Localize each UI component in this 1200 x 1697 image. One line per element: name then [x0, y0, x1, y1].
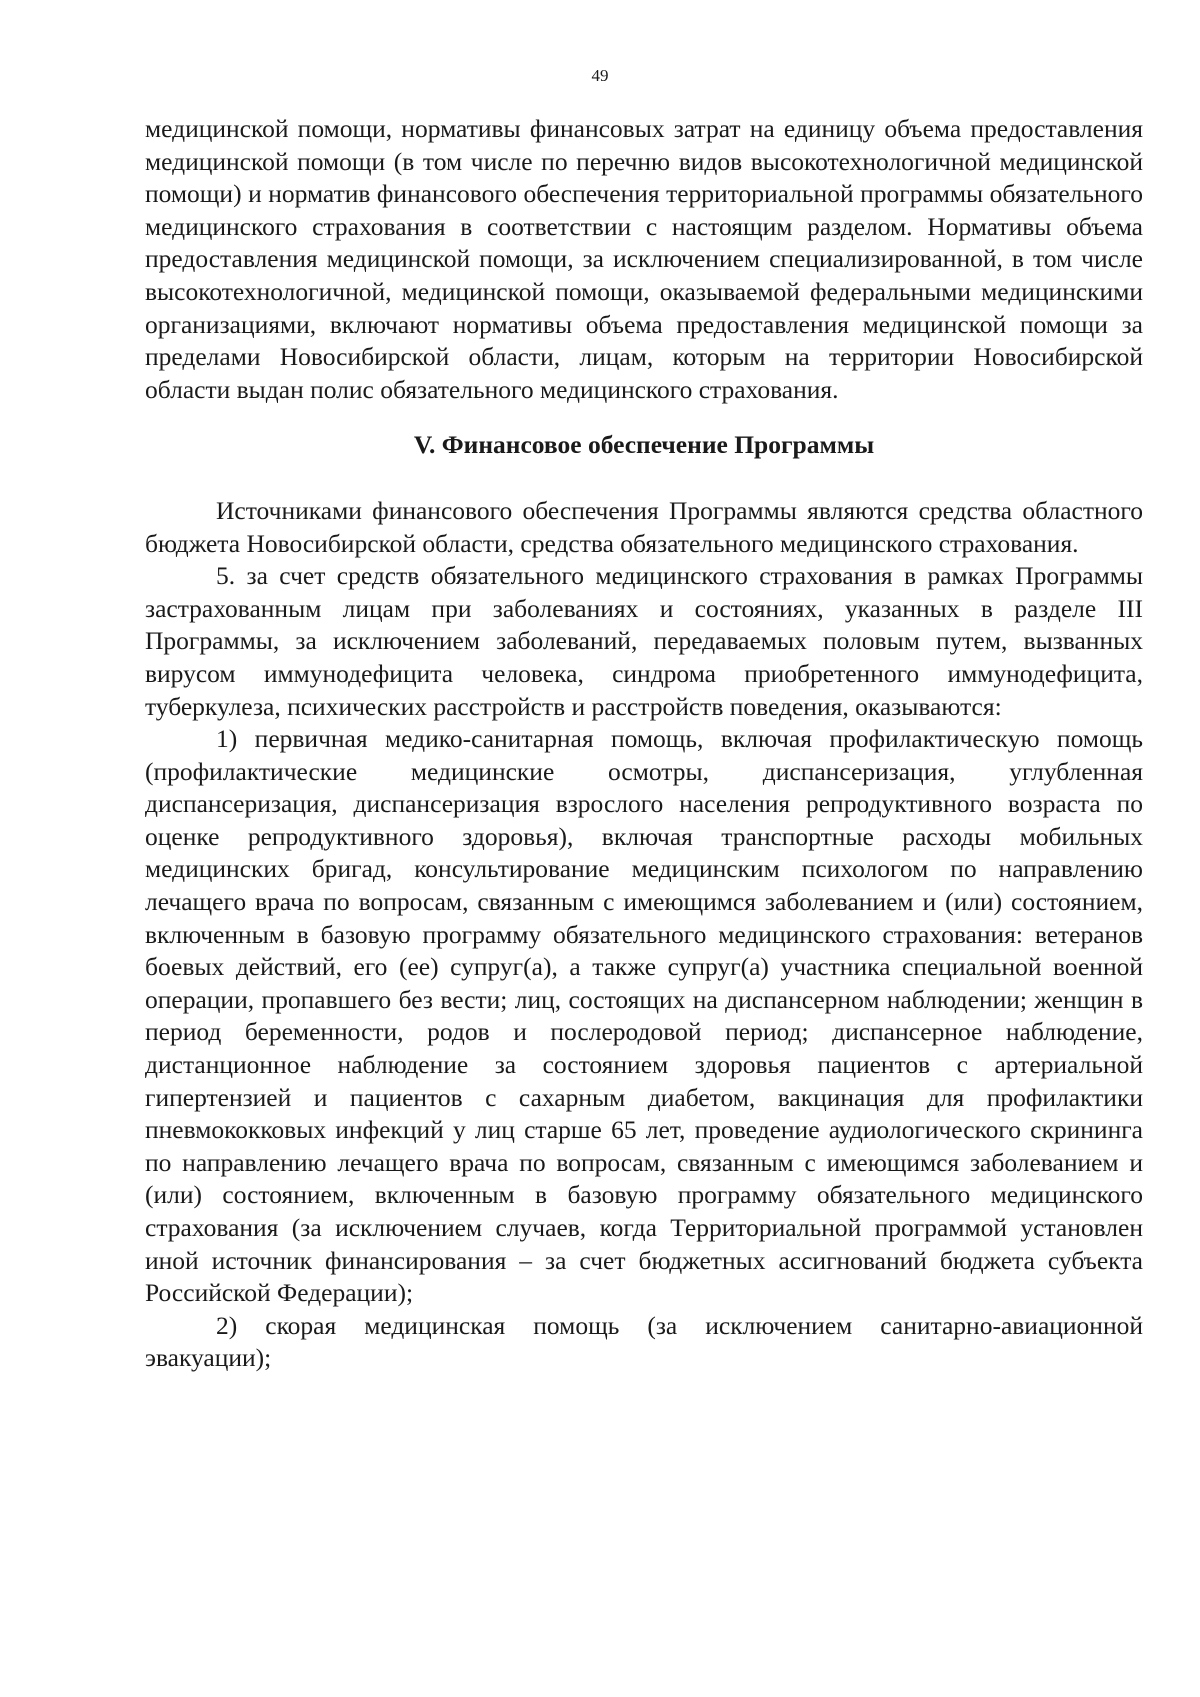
paragraph-funding-sources: Источниками финансового обеспечения Программы являются средства областного бюджета Новосибирской области, средства обязательного медицинского страхования. — [145, 495, 1143, 558]
document-body — [145, 113, 1143, 1375]
paragraph-continuation: медицинской помощи, нормативы финансовых затрат на единицу объема предоставления медицинской помощи (в том числе по перечню видов высокотехнологичной медицинской помощи) и норматив финансового обеспечения территориальной программы обязательного медицинского страхования в соответствии с настоящим разделом. Нормативы объема предоставления медицинской помощи, за исключением специализированной, в том числе высокотехнологичной, медицинской помощи, оказываемой федеральными медицинскими организациями, включают нормативы объема предоставления медицинской помощи за пределами Новосибирской области, лицам, которым на территории Новосибирской области выдан полис обязательного медицинского страхования. — [145, 114, 1143, 404]
section-heading: V. Финансовое обеспечение Программы — [413, 430, 875, 460]
paragraph-subitem-1: 1) первичная медико-санитарная помощь, включая профилактическую помощь (профилактические медицинские осмотры, диспансеризация, углубленная диспансеризация, диспансеризация взрослого населения репродуктивного возраста по оценке репродуктивного здоровья), включая транспортные расходы мобильных медицинских бригад, консультирование медицинским психологом по направлению лечащего врача по вопросам, связанным с имеющимся заболеванием и (или) состоянием, включенным в базовую программу обязательного медицинского страхования: ветеранов боевых действий, его (ее) супруг(а), а также супруг(а) участника специальной военной операции, пропавшего без вести; лиц, состоящих на диспансерном наблюдении; женщин в период беременности, родов и послеродовой период; диспансерное наблюдение, дистанционное наблюдение за состоянием здоровья пациентов с артериальной гипертензией и пациентов с сахарным диабетом, вакцинация для профилактики пневмококковых инфекций у лиц старше 65 лет, проведение аудиологического скрининга по направлению лечащего врача по вопросам, связанным с имеющимся заболеванием и (или) состоянием, включенным в базовую программу обязательного медицинского страхования (за исключением случаев, когда Территориальной программой установлен иной источник финансирования – за счет бюджетных ассигнований бюджета субъекта Российской Федерации); — [145, 724, 1143, 1308]
page-number: 49 — [591, 66, 609, 85]
paragraph-subitem-2: 2) скорая медицинская помощь (за исключением санитарно-авиационной эвакуации); — [145, 1310, 1143, 1373]
paragraph-item-5: 5. за счет средств обязательного медицинского страхования в рамках Программы застрахованным лицам при заболеваниях и состояниях, указанных в разделе III Программы, за исключением заболеваний, передаваемых половым путем, вызванных вирусом иммунодефицита человека, синдрома приобретенного иммунодефицита, туберкулеза, психических расстройств и расстройств поведения, оказываются: — [145, 561, 1143, 721]
